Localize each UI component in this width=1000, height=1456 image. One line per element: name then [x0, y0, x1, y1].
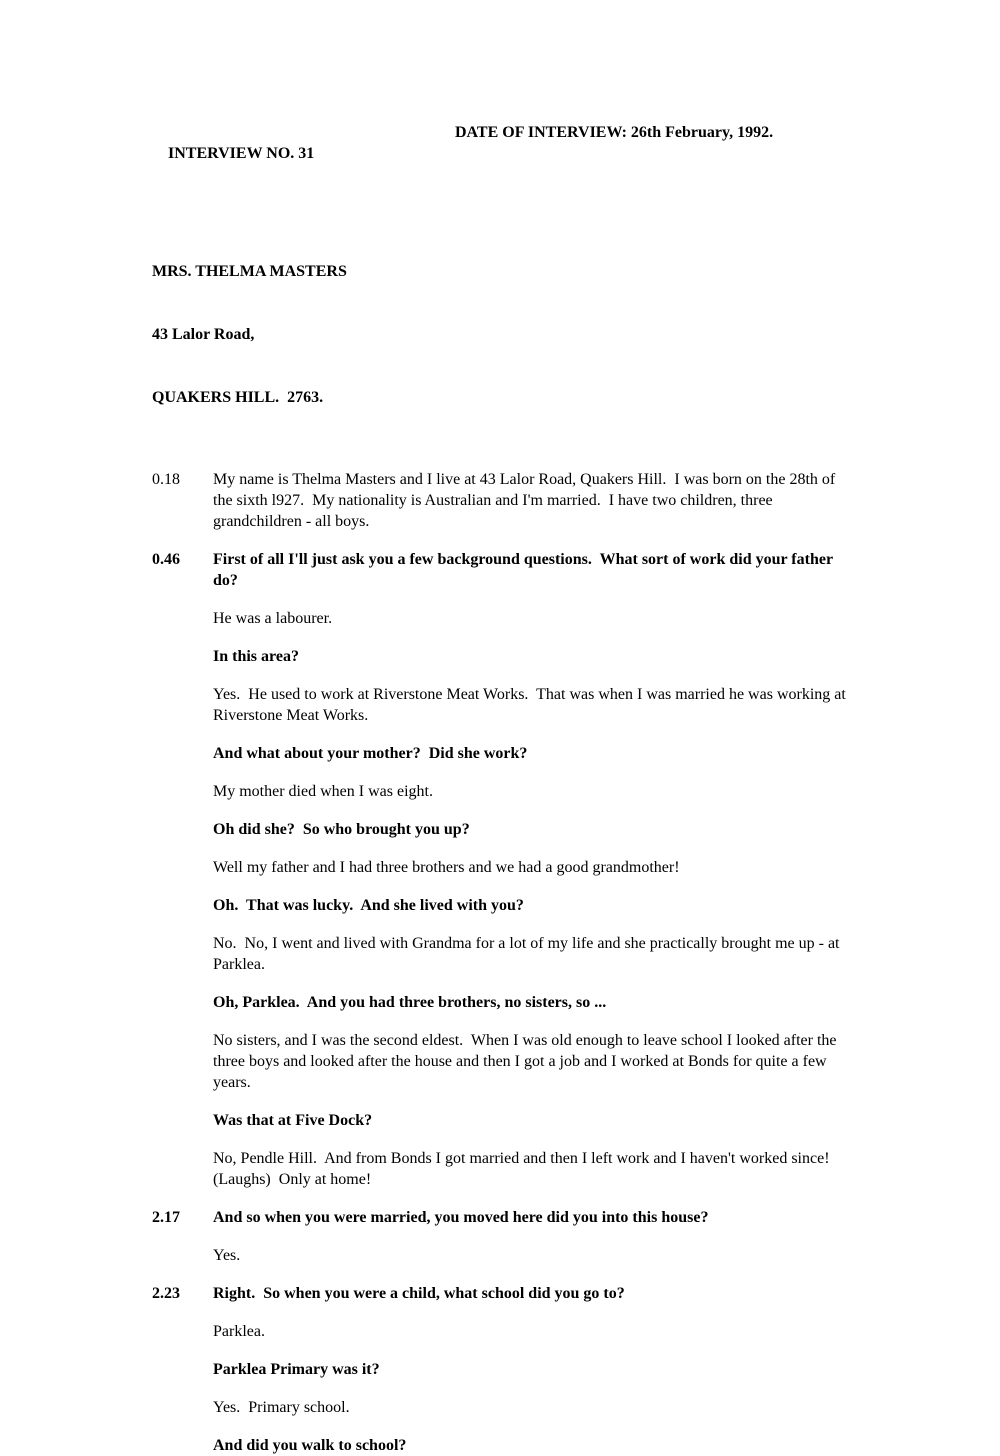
- transcript-paragraph: [152, 781, 846, 802]
- paragraph-text: And so when you were married, you moved here did you into this house?: [213, 1209, 709, 1226]
- paragraph-text: First of all I'll just ask you a few background questions. What sort of work did your father do?: [213, 551, 837, 589]
- transcript-paragraph: [152, 1207, 846, 1228]
- timestamp: 2.23: [152, 1285, 180, 1302]
- timestamp: 0.46: [152, 551, 180, 568]
- interview-number: INTERVIEW NO. 31: [168, 145, 315, 162]
- transcript-paragraph: [152, 933, 846, 975]
- transcript-paragraph: [152, 895, 846, 916]
- transcript-paragraph: [152, 1321, 846, 1342]
- transcript-paragraph: [152, 1245, 846, 1266]
- paragraph-text: My mother died when I was eight.: [213, 783, 433, 800]
- paragraph-text: Right. So when you were a child, what school did you go to?: [213, 1285, 625, 1302]
- transcript-paragraph: [152, 469, 846, 532]
- address-street: 43 Lalor Road,: [152, 326, 255, 343]
- transcript-paragraph: [152, 857, 846, 878]
- interview-date: DATE OF INTERVIEW: 26th February, 1992.: [455, 124, 774, 141]
- transcript-paragraph: [152, 992, 846, 1013]
- transcript-paragraph: [152, 819, 846, 840]
- paragraph-text: In this area?: [213, 648, 299, 665]
- interviewee-name: MRS. THELMA MASTERS: [152, 263, 347, 280]
- paragraph-text: He was a labourer.: [213, 610, 333, 627]
- paragraph-text: No. No, I went and lived with Grandma for a lot of my life and she practically brought me up - at Parklea.: [213, 935, 844, 973]
- timestamp: 0.18: [152, 471, 180, 488]
- transcript-paragraph: [152, 1283, 846, 1304]
- paragraph-text: Yes.: [213, 1247, 241, 1264]
- paragraph-text: No sisters, and I was the second eldest. When I was old enough to leave school I looked after the three boys and looked after the house and then I got a job and I worked at Bonds for quite a few years.: [213, 1032, 841, 1091]
- transcript-paragraph: [152, 1110, 846, 1131]
- address-block: [152, 219, 848, 450]
- paragraph-text: No, Pendle Hill. And from Bonds I got married and then I left work and I haven't worked since! (Laughs) Only at home!: [213, 1150, 838, 1188]
- paragraph-text: Was that at Five Dock?: [213, 1112, 373, 1129]
- transcript: [152, 469, 848, 1456]
- transcript-paragraph: [152, 1148, 846, 1190]
- transcript-paragraph: [152, 1359, 846, 1380]
- paragraph-text: And what about your mother? Did she work?: [213, 745, 528, 762]
- address-suburb: QUAKERS HILL. 2763.: [152, 389, 324, 406]
- transcript-paragraph: [152, 1397, 846, 1418]
- paragraph-text: Parklea Primary was it?: [213, 1361, 380, 1378]
- transcript-paragraph: [152, 608, 846, 629]
- paragraph-text: Oh, Parklea. And you had three brothers, no sisters, so ...: [213, 994, 607, 1011]
- paragraph-text: Oh. That was lucky. And she lived with you?: [213, 897, 524, 914]
- transcript-paragraph: [152, 549, 846, 591]
- timestamp: 2.17: [152, 1209, 180, 1226]
- transcript-paragraph: [152, 646, 846, 667]
- transcript-paragraph: [152, 743, 846, 764]
- paragraph-text: Yes. He used to work at Riverstone Meat Works. That was when I was married he was working at Riverstone Meat Works.: [213, 686, 850, 724]
- paragraph-text: And did you walk to school?: [213, 1437, 407, 1454]
- transcript-paragraph: [152, 1030, 846, 1093]
- paragraph-text: Yes. Primary school.: [213, 1399, 350, 1416]
- document-header: [152, 122, 848, 206]
- paragraph-text: Well my father and I had three brothers and we had a good grandmother!: [213, 859, 680, 876]
- paragraph-text: Oh did she? So who brought you up?: [213, 821, 470, 838]
- paragraph-text: Parklea.: [213, 1323, 265, 1340]
- paragraph-text: My name is Thelma Masters and I live at 43 Lalor Road, Quakers Hill. I was born on the 28th of the sixth l927. My nationality is Australian and I'm married. I have two children, three grandchildren - all boys.: [213, 471, 840, 530]
- transcript-paragraph: [152, 684, 850, 726]
- transcript-paragraph: [152, 1435, 846, 1456]
